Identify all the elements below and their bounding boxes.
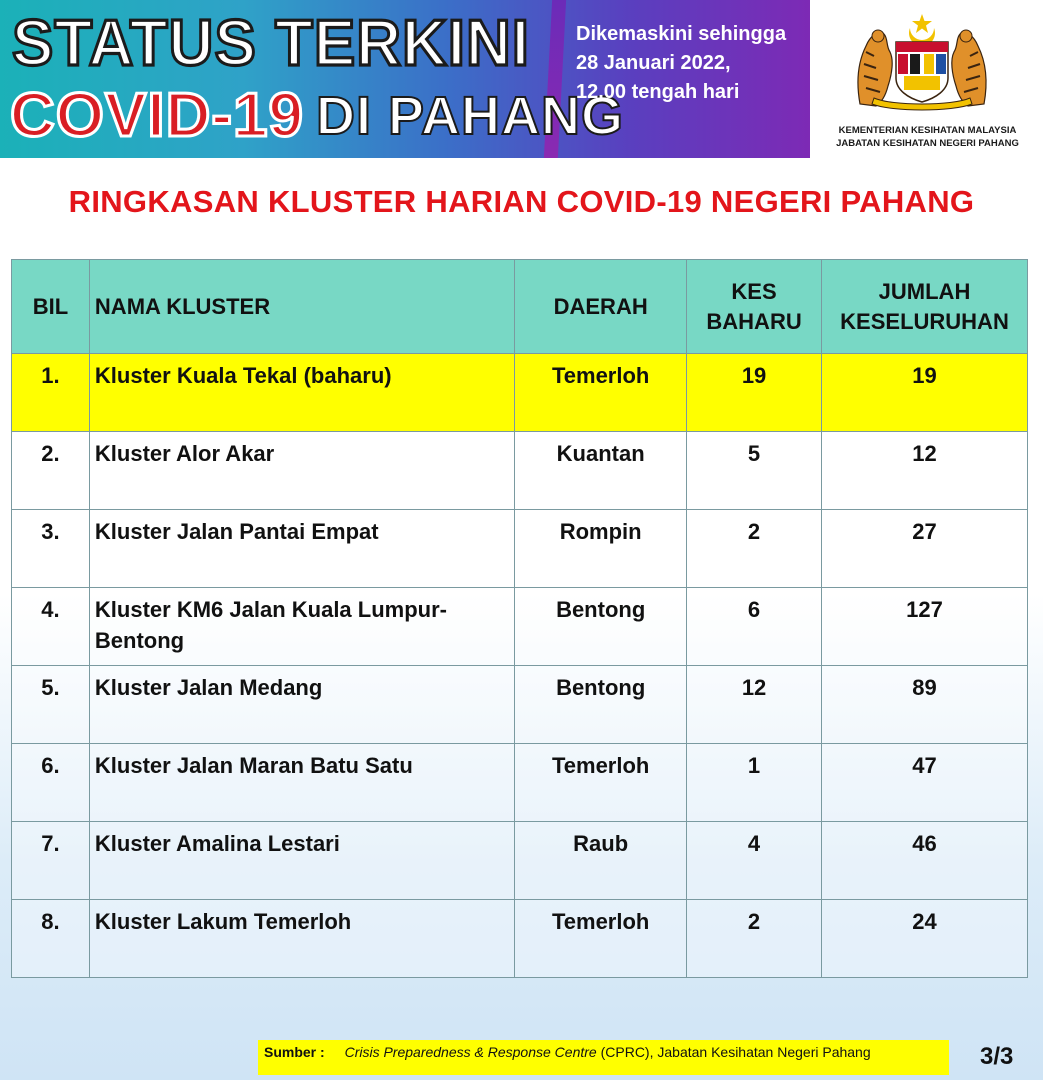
source-rest: (CPRC), Jabatan Kesihatan Negeri Pahang bbox=[600, 1044, 871, 1060]
cell-nama: Kluster Jalan Medang bbox=[89, 666, 514, 744]
header-kes-line-2: BAHARU bbox=[706, 308, 802, 334]
cell-jumlah: 19 bbox=[822, 354, 1028, 432]
title-location: DI PAHANG bbox=[315, 85, 624, 146]
table-row bbox=[12, 900, 1028, 978]
cell-kes: 1 bbox=[687, 744, 822, 822]
table-row bbox=[12, 666, 1028, 744]
update-line-2: 28 Januari 2022, bbox=[576, 52, 731, 74]
table-row bbox=[12, 432, 1028, 510]
cell-kes: 5 bbox=[687, 432, 822, 510]
cell-kes: 2 bbox=[687, 510, 822, 588]
ministry-label bbox=[812, 124, 1043, 150]
cell-jumlah: 24 bbox=[822, 900, 1028, 978]
cell-kes: 6 bbox=[687, 588, 822, 666]
cell-nama: Kluster Jalan Maran Batu Satu bbox=[89, 744, 514, 822]
source-label: Sumber : bbox=[264, 1044, 325, 1060]
cell-daerah: Kuantan bbox=[515, 432, 687, 510]
header-jumlah-keseluruhan bbox=[822, 260, 1028, 354]
cell-jumlah: 127 bbox=[822, 588, 1028, 666]
ministry-line-1: KEMENTERIAN KESIHATAN MALAYSIA bbox=[838, 125, 1017, 136]
cell-nama: Kluster Kuala Tekal (baharu) bbox=[89, 354, 514, 432]
cell-bil: 6. bbox=[12, 744, 90, 822]
title-line-2 bbox=[10, 80, 624, 151]
header-kes-baharu bbox=[687, 260, 822, 354]
title-covid: COVID-19 bbox=[10, 81, 304, 150]
page-number: 3/3 bbox=[980, 1043, 1014, 1070]
cell-bil: 2. bbox=[12, 432, 90, 510]
header-jumlah-line-1: JUMLAH bbox=[878, 278, 971, 304]
cell-bil: 5. bbox=[12, 666, 90, 744]
header-bil: BIL bbox=[12, 260, 90, 354]
table-row bbox=[12, 822, 1028, 900]
cell-bil: 8. bbox=[12, 900, 90, 978]
header-daerah: DAERAH bbox=[515, 260, 687, 354]
cell-jumlah: 46 bbox=[822, 822, 1028, 900]
cell-kes: 4 bbox=[687, 822, 822, 900]
table-header-row bbox=[12, 260, 1028, 354]
table-row bbox=[12, 588, 1028, 666]
title-status-terkini: STATUS TERKINI bbox=[12, 7, 531, 80]
cell-daerah: Bentong bbox=[515, 588, 687, 666]
cell-nama: Kluster Amalina Lestari bbox=[89, 822, 514, 900]
table-row bbox=[12, 744, 1028, 822]
cell-daerah: Bentong bbox=[515, 666, 687, 744]
cell-daerah: Raub bbox=[515, 822, 687, 900]
cell-daerah: Temerloh bbox=[515, 744, 687, 822]
cell-nama: Kluster Alor Akar bbox=[89, 432, 514, 510]
cell-jumlah: 12 bbox=[822, 432, 1028, 510]
cell-bil: 3. bbox=[12, 510, 90, 588]
cell-daerah: Temerloh bbox=[515, 900, 687, 978]
header-jumlah-line-2: KESELURUHAN bbox=[840, 308, 1009, 334]
table-row bbox=[12, 354, 1028, 432]
cell-daerah: Rompin bbox=[515, 510, 687, 588]
cell-jumlah: 27 bbox=[822, 510, 1028, 588]
cell-nama: Kluster Jalan Pantai Empat bbox=[89, 510, 514, 588]
malaysia-coat-of-arms-icon bbox=[852, 12, 992, 112]
header-banner bbox=[0, 0, 810, 158]
update-line-3: 12.00 tengah hari bbox=[576, 81, 740, 103]
cell-kes: 12 bbox=[687, 666, 822, 744]
ministry-line-2: JABATAN KESIHATAN NEGERI PAHANG bbox=[836, 138, 1019, 149]
cell-jumlah: 47 bbox=[822, 744, 1028, 822]
update-line-1: Dikemaskini sehingga bbox=[576, 23, 787, 45]
cell-bil: 7. bbox=[12, 822, 90, 900]
cell-bil: 4. bbox=[12, 588, 90, 666]
cell-bil: 1. bbox=[12, 354, 90, 432]
cell-jumlah: 89 bbox=[822, 666, 1028, 744]
cluster-table bbox=[11, 259, 1028, 978]
cell-daerah: Temerloh bbox=[515, 354, 687, 432]
page-title: RINGKASAN KLUSTER HARIAN COVID-19 NEGERI PAHANG bbox=[68, 184, 975, 219]
cell-kes: 19 bbox=[687, 354, 822, 432]
table-row bbox=[12, 510, 1028, 588]
source-org: Crisis Preparedness & Response Centre bbox=[344, 1044, 597, 1060]
cell-kes: 2 bbox=[687, 900, 822, 978]
cell-nama: Kluster KM6 Jalan Kuala Lumpur-Bentong bbox=[89, 588, 514, 666]
cell-nama: Kluster Lakum Temerloh bbox=[89, 900, 514, 978]
update-info bbox=[576, 20, 786, 107]
header-kes-line-1: KES bbox=[731, 278, 777, 304]
header-nama-kluster: NAMA KLUSTER bbox=[89, 260, 514, 354]
source-note bbox=[258, 1040, 949, 1075]
